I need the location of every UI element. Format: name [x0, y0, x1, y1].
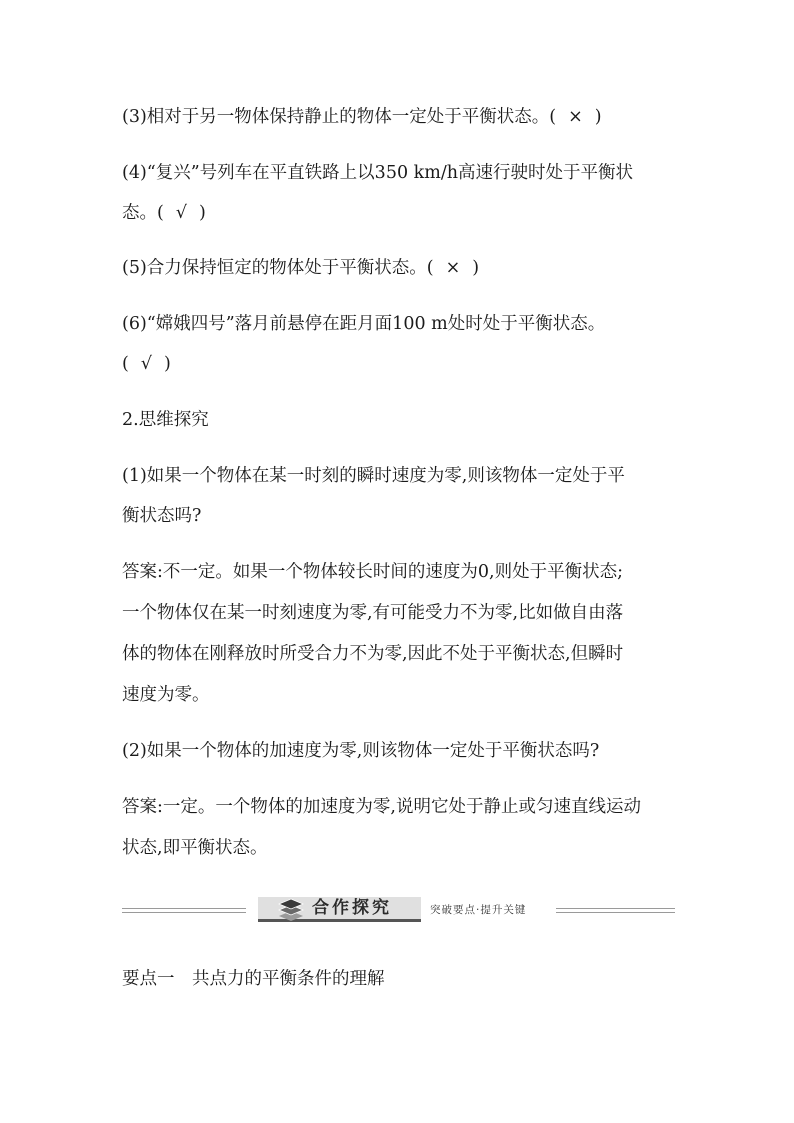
- key-point-heading: 要点一 共点力的平衡条件的理解: [122, 969, 385, 989]
- question-2: (2)如果一个物体的加速度为零,则该物体一定处于平衡状态吗?: [122, 741, 600, 761]
- item-6-line2: ( √ ): [122, 354, 171, 374]
- banner-badge: [258, 897, 421, 922]
- item-4-line1: (4)“复兴”号列车在平直铁路上以350 km/h高速行驶时处于平衡状: [122, 163, 634, 183]
- item-6-line1: (6)“嫦娥四号”落月前悬停在距月面100 m处时处于平衡状态。: [122, 314, 606, 334]
- answer-1-line2: 一个物体仅在某一时刻速度为零,有可能受力不为零,比如做自由落: [122, 603, 624, 623]
- banner-rule-left: [122, 908, 246, 913]
- question-1-line1: (1)如果一个物体在某一时刻的瞬时速度为零,则该物体一定处于平: [122, 466, 625, 486]
- answer-mark: ×: [568, 107, 583, 127]
- answer-1-line3: 体的物体在刚释放时所受合力不为零,因此不处于平衡状态,但瞬时: [122, 644, 624, 664]
- answer-2-line2: 状态,即平衡状态。: [122, 838, 268, 858]
- answer-1-line1: 答案:不一定。如果一个物体较长时间的速度为0,则处于平衡状态;: [122, 562, 623, 582]
- answer-2-line1: 答案:一定。一个物体的加速度为零,说明它处于静止或匀速直线运动: [122, 797, 641, 817]
- item-5: (5)合力保持恒定的物体处于平衡状态。( × ): [122, 258, 480, 278]
- question-1-line2: 衡状态吗?: [122, 506, 202, 526]
- banner-title: 合作探究: [312, 898, 392, 918]
- section-heading: 2.思维探究: [122, 410, 209, 430]
- answer-mark: ×: [445, 258, 461, 278]
- answer-mark: √: [140, 354, 152, 374]
- layers-icon: [278, 897, 304, 921]
- answer-1-line4: 速度为零。: [122, 685, 210, 705]
- section-banner: [122, 895, 675, 925]
- item-4-line2: 态。( √ ): [122, 203, 206, 223]
- banner-subtitle: 突破要点·提升关键: [430, 904, 527, 916]
- banner-rule-right: [556, 908, 675, 913]
- answer-mark: √: [175, 203, 187, 223]
- item-3: (3)相对于另一物体保持静止的物体一定处于平衡状态。( × ): [122, 107, 602, 127]
